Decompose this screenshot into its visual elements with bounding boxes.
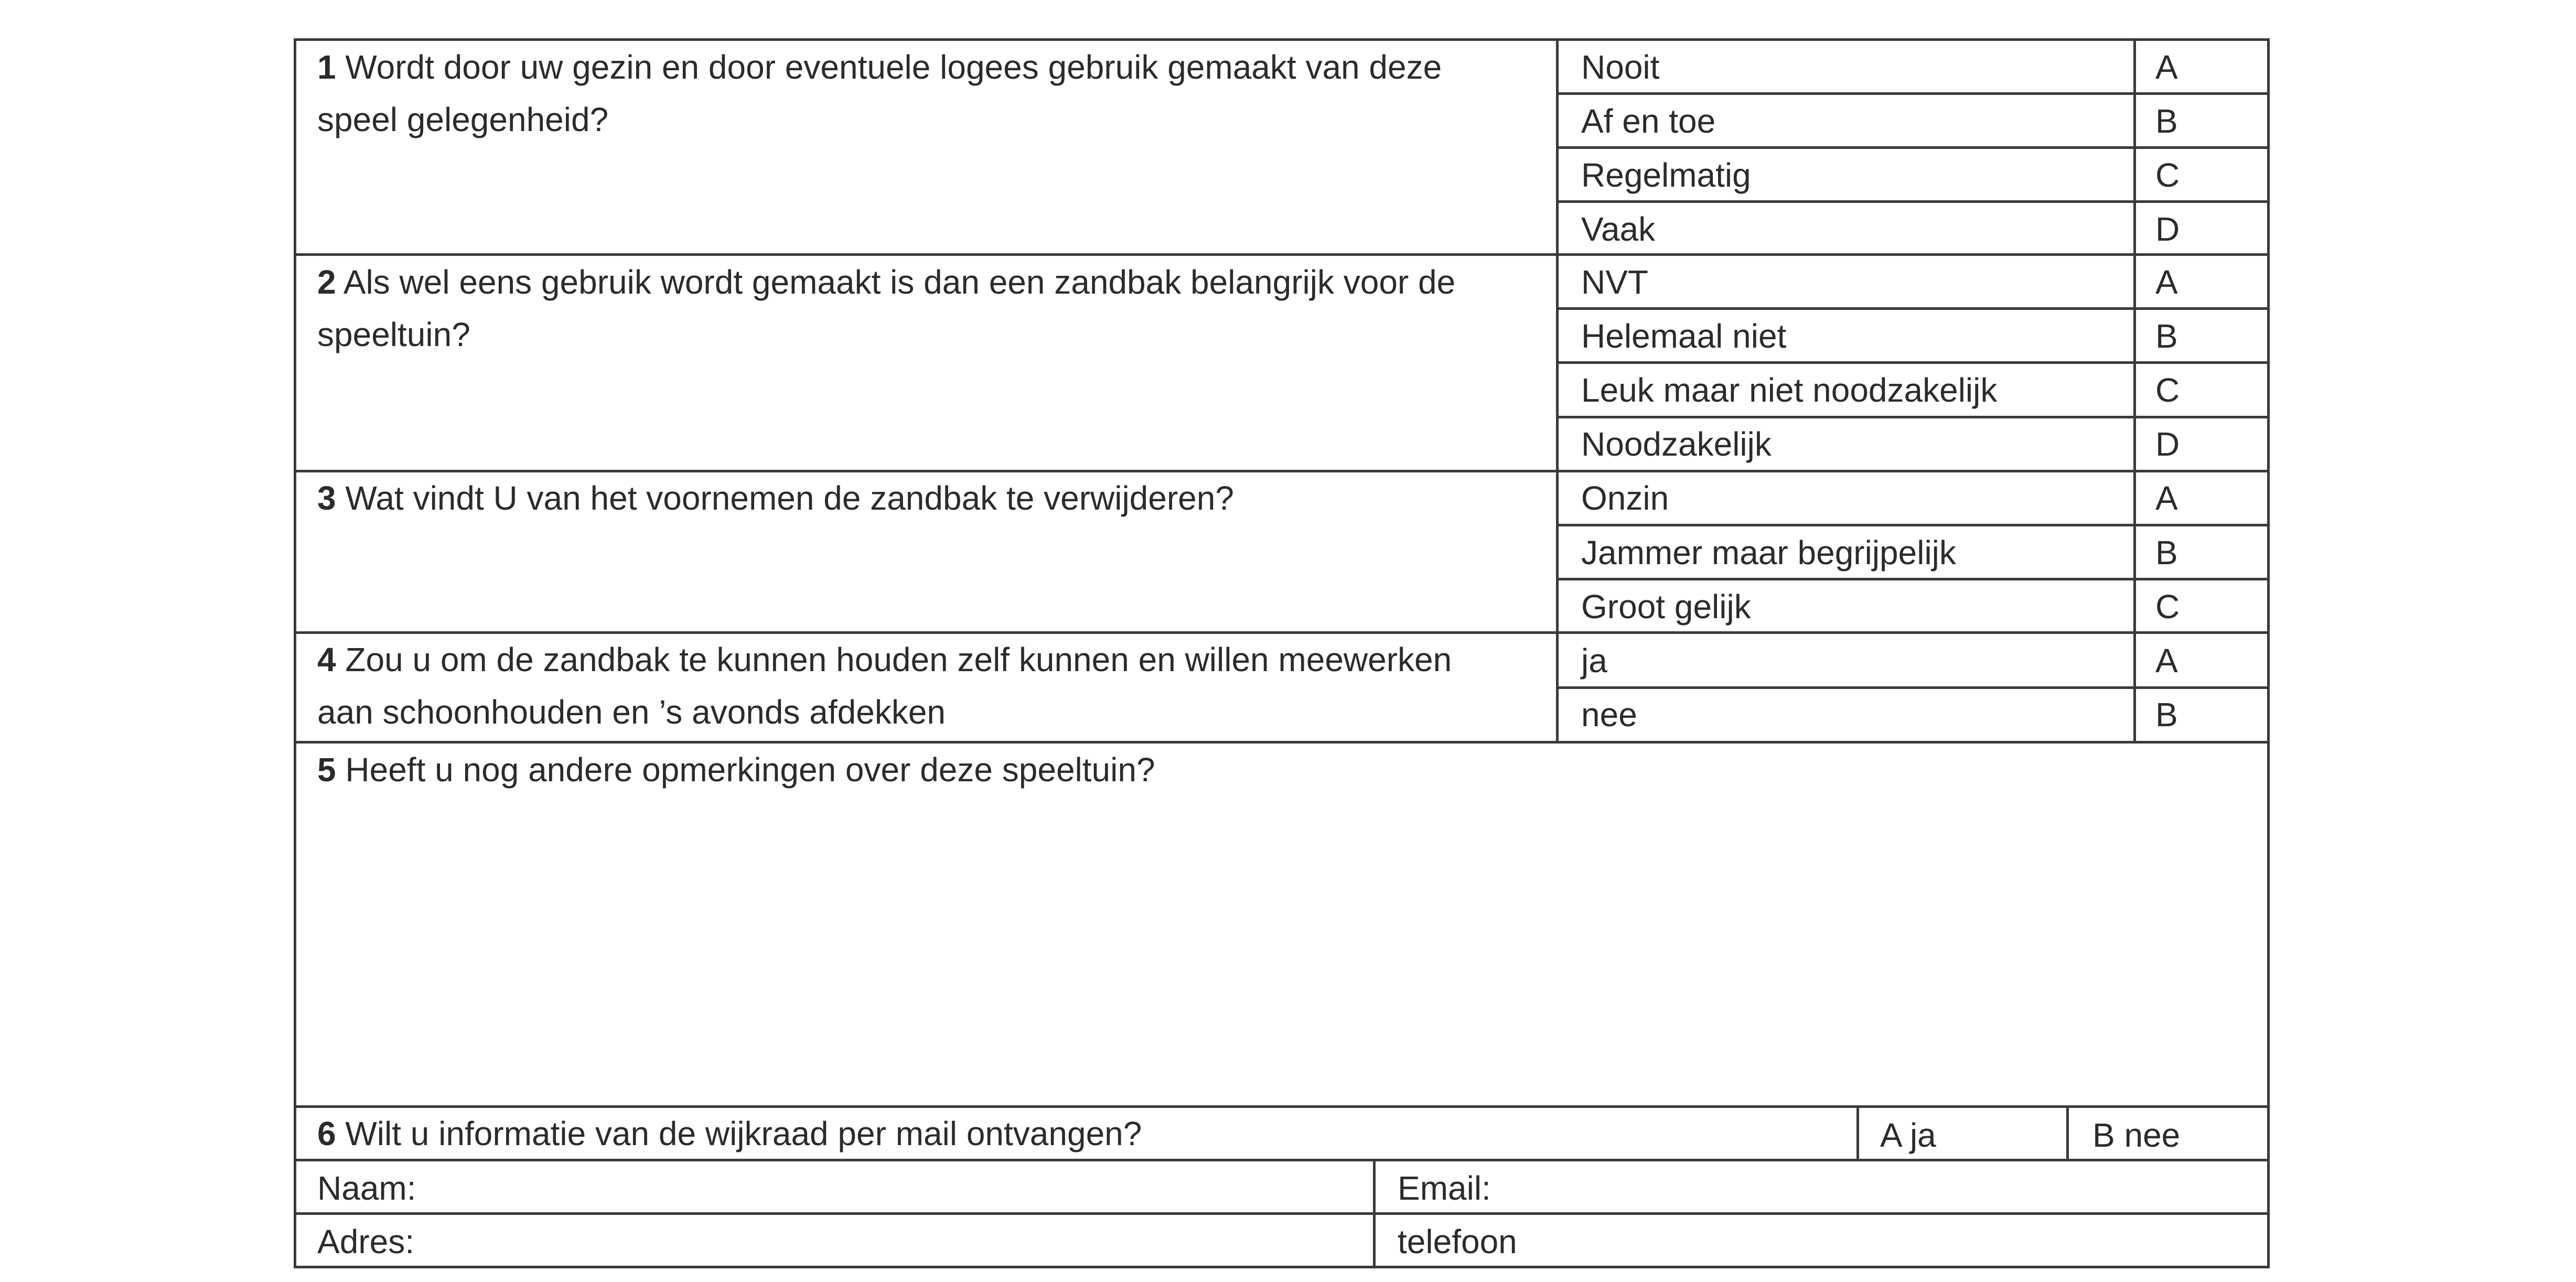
option-a-ja[interactable]: A ja xyxy=(1880,1116,1936,1154)
option-label[interactable]: nee xyxy=(1581,696,1637,734)
option-label[interactable]: NVT xyxy=(1581,263,1648,301)
remarks-field[interactable] xyxy=(296,797,2267,1104)
option-label[interactable]: Groot gelijk xyxy=(1581,588,1751,626)
question-number: 6 xyxy=(317,1115,336,1152)
option-code[interactable]: B xyxy=(2155,696,2178,734)
question-number: 4 xyxy=(317,641,336,678)
question-text: Wat vindt U van het voornemen de zandbak te verwijderen? xyxy=(345,479,1234,517)
question-3 xyxy=(317,472,1544,524)
option-label[interactable]: Regelmatig xyxy=(1581,156,1751,194)
option-label[interactable]: Jammer maar begrijpelijk xyxy=(1581,534,1956,572)
option-label[interactable]: Noodzakelijk xyxy=(1581,425,1772,463)
question-text: Wordt door uw gezin en door eventuele logees gebruik gemaakt van deze speel gelegenheid? xyxy=(317,48,1442,138)
naam-field[interactable]: Naam: xyxy=(317,1169,416,1207)
question-number: 1 xyxy=(317,48,336,86)
question-number: 3 xyxy=(317,479,336,517)
divider-contact-columns xyxy=(1373,1159,1376,1268)
question-text: Zou u om de zandbak te kunnen houden zelf kunnen en willen meewerken aan schoonhouden en ’s avonds afdekken xyxy=(317,641,1452,731)
option-label[interactable]: Af en toe xyxy=(1581,102,1716,140)
divider-q6-a-ja xyxy=(1856,1105,1859,1160)
question-text: Heeft u nog andere opmerkingen over deze speeltuin? xyxy=(345,751,1155,789)
option-code[interactable]: C xyxy=(2155,156,2180,194)
option-code[interactable]: C xyxy=(2155,588,2180,626)
email-field[interactable]: Email: xyxy=(1398,1169,1491,1207)
option-label[interactable]: Vaak xyxy=(1581,210,1656,248)
option-code[interactable]: B xyxy=(2155,534,2178,572)
question-text: Als wel eens gebruik wordt gemaakt is dan een zandbak belangrijk voor de speeltuin? xyxy=(317,263,1456,353)
option-label[interactable]: Helemaal niet xyxy=(1581,317,1787,355)
question-6 xyxy=(317,1107,1838,1160)
question-2 xyxy=(317,256,1534,361)
option-code[interactable]: C xyxy=(2155,371,2180,409)
question-number: 2 xyxy=(317,263,336,301)
option-code[interactable]: A xyxy=(2155,642,2178,680)
option-code[interactable]: B xyxy=(2155,317,2178,355)
divider-naam-adres xyxy=(294,1212,2270,1215)
option-code[interactable]: D xyxy=(2155,425,2180,463)
adres-field[interactable]: Adres: xyxy=(317,1223,414,1261)
option-code[interactable]: A xyxy=(2155,48,2178,86)
option-code[interactable]: D xyxy=(2155,210,2180,248)
divider-question-options xyxy=(1556,38,1559,742)
question-text: Wilt u informatie van de wijkraad per mail ontvangen? xyxy=(345,1115,1142,1152)
question-number: 5 xyxy=(317,751,336,789)
divider-q6-b-nee xyxy=(2066,1105,2069,1160)
option-b-nee[interactable]: B nee xyxy=(2092,1116,2181,1154)
option-label[interactable]: Onzin xyxy=(1581,479,1669,517)
question-5 xyxy=(317,744,2205,796)
option-code[interactable]: B xyxy=(2155,102,2178,140)
option-code[interactable]: A xyxy=(2155,479,2178,517)
option-label[interactable]: ja xyxy=(1581,642,1607,680)
question-4 xyxy=(317,633,1471,738)
question-1 xyxy=(317,41,1523,146)
option-label[interactable]: Leuk maar niet noodzakelijk xyxy=(1581,371,1998,409)
option-code[interactable]: A xyxy=(2155,263,2178,301)
telefoon-field[interactable]: telefoon xyxy=(1398,1223,1517,1261)
divider-options-codes xyxy=(2133,38,2136,742)
option-label[interactable]: Nooit xyxy=(1581,48,1660,86)
